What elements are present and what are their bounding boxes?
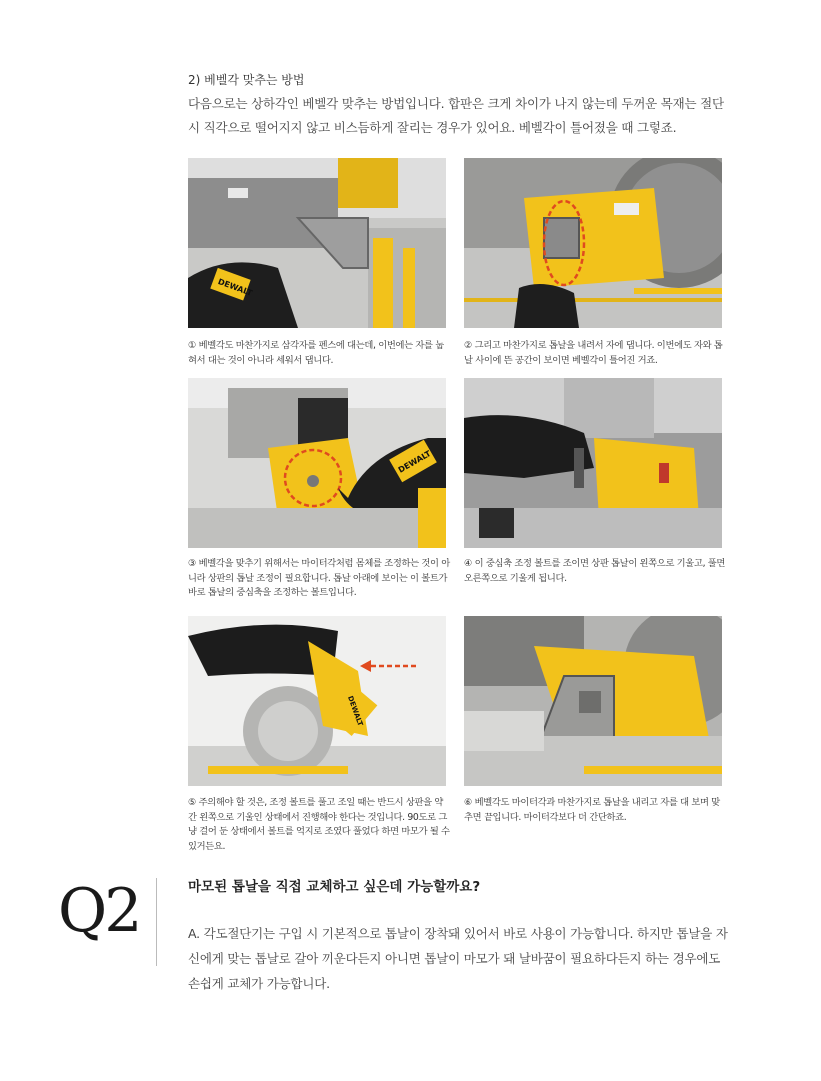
q2-label: Q2 — [58, 876, 140, 946]
q2-question: 마모된 톱날을 직접 교체하고 싶은데 가능할까요? — [188, 879, 481, 895]
step-2-photo — [464, 158, 722, 328]
step-4-caption: ④ 이 중심축 조정 볼트를 조이면 상판 톱날이 왼쪽으로 기울고, 풀면 오른쪽으로 기울게 됩니다. — [464, 558, 726, 584]
step-5-photo — [188, 616, 446, 786]
step-4-photo — [464, 378, 722, 548]
step-3-caption: ③ 베벨각을 맞추기 위해서는 마이터각처럼 몸체를 조정하는 것이 아니라 상판의 톱날 조정이 필요합니다. 톱날 아래에 보이는 이 볼트가 바로 톱날의 중심축을 조정하는 볼트입니다. — [188, 558, 450, 598]
step-2-caption: ② 그리고 마찬가지로 톱날을 내려서 자에 댑니다. 이번에도 자와 톱날 사이에 뜬 공간이 보이면 베벨각이 틀어진 거죠. — [464, 340, 723, 366]
step-6-photo — [464, 616, 722, 786]
step-6-caption: ⑥ 베벨각도 마이터각과 마찬가지로 톱날을 내리고 자를 대 보며 맞추면 끝입니다. 마이터각보다 더 간단하죠. — [464, 797, 720, 823]
section-heading: 2) 베벨각 맞추는 방법 — [188, 73, 305, 87]
step-1-caption: ① 베벨각도 마찬가지로 삼각자를 펜스에 대는데, 이번에는 자를 눕혀서 대는 것이 아니라 세워서 댑니다. — [188, 340, 444, 366]
step-1-photo — [188, 158, 446, 328]
q2-answer: A. 각도절단기는 구입 시 기본적으로 톱날이 장착돼 있어서 바로 사용이 가능합니다. 하지만 톱날을 자신에게 맞는 톱날로 갈아 끼운다든지 아니면 톱날이 마모가 돼 날바꿈이 필요하다든지 하는 경우에도 손쉽게 교체가 가능합니다. — [188, 926, 728, 991]
intro-paragraph: 다음으로는 상하각인 베벨각 맞추는 방법입니다. 합판은 크게 차이가 나지 않는데 두꺼운 목재는 절단시 직각으로 떨어지지 않고 비스듬하게 잘리는 경우가 있어요. 베벨각이 틀어졌을 때 그렇죠. — [188, 96, 724, 135]
step-3-logo: DEWALT — [396, 448, 433, 475]
step-5-caption: ⑤ 주의해야 할 것은, 조정 볼트를 풀고 조일 때는 반드시 상판을 약간 왼쪽으로 기울인 상태에서 진행해야 한다는 것입니다. 90도로 그냥 걸어 둔 상태에서 볼트를 억지로 조였다 풀었다 하면 마모가 될 수 있거든요. — [188, 797, 450, 852]
step-3-photo — [188, 378, 446, 548]
step-5-logo: DEWALT — [345, 694, 365, 728]
step-1-logo: DEWALT — [216, 277, 254, 298]
q2-divider — [156, 878, 157, 966]
